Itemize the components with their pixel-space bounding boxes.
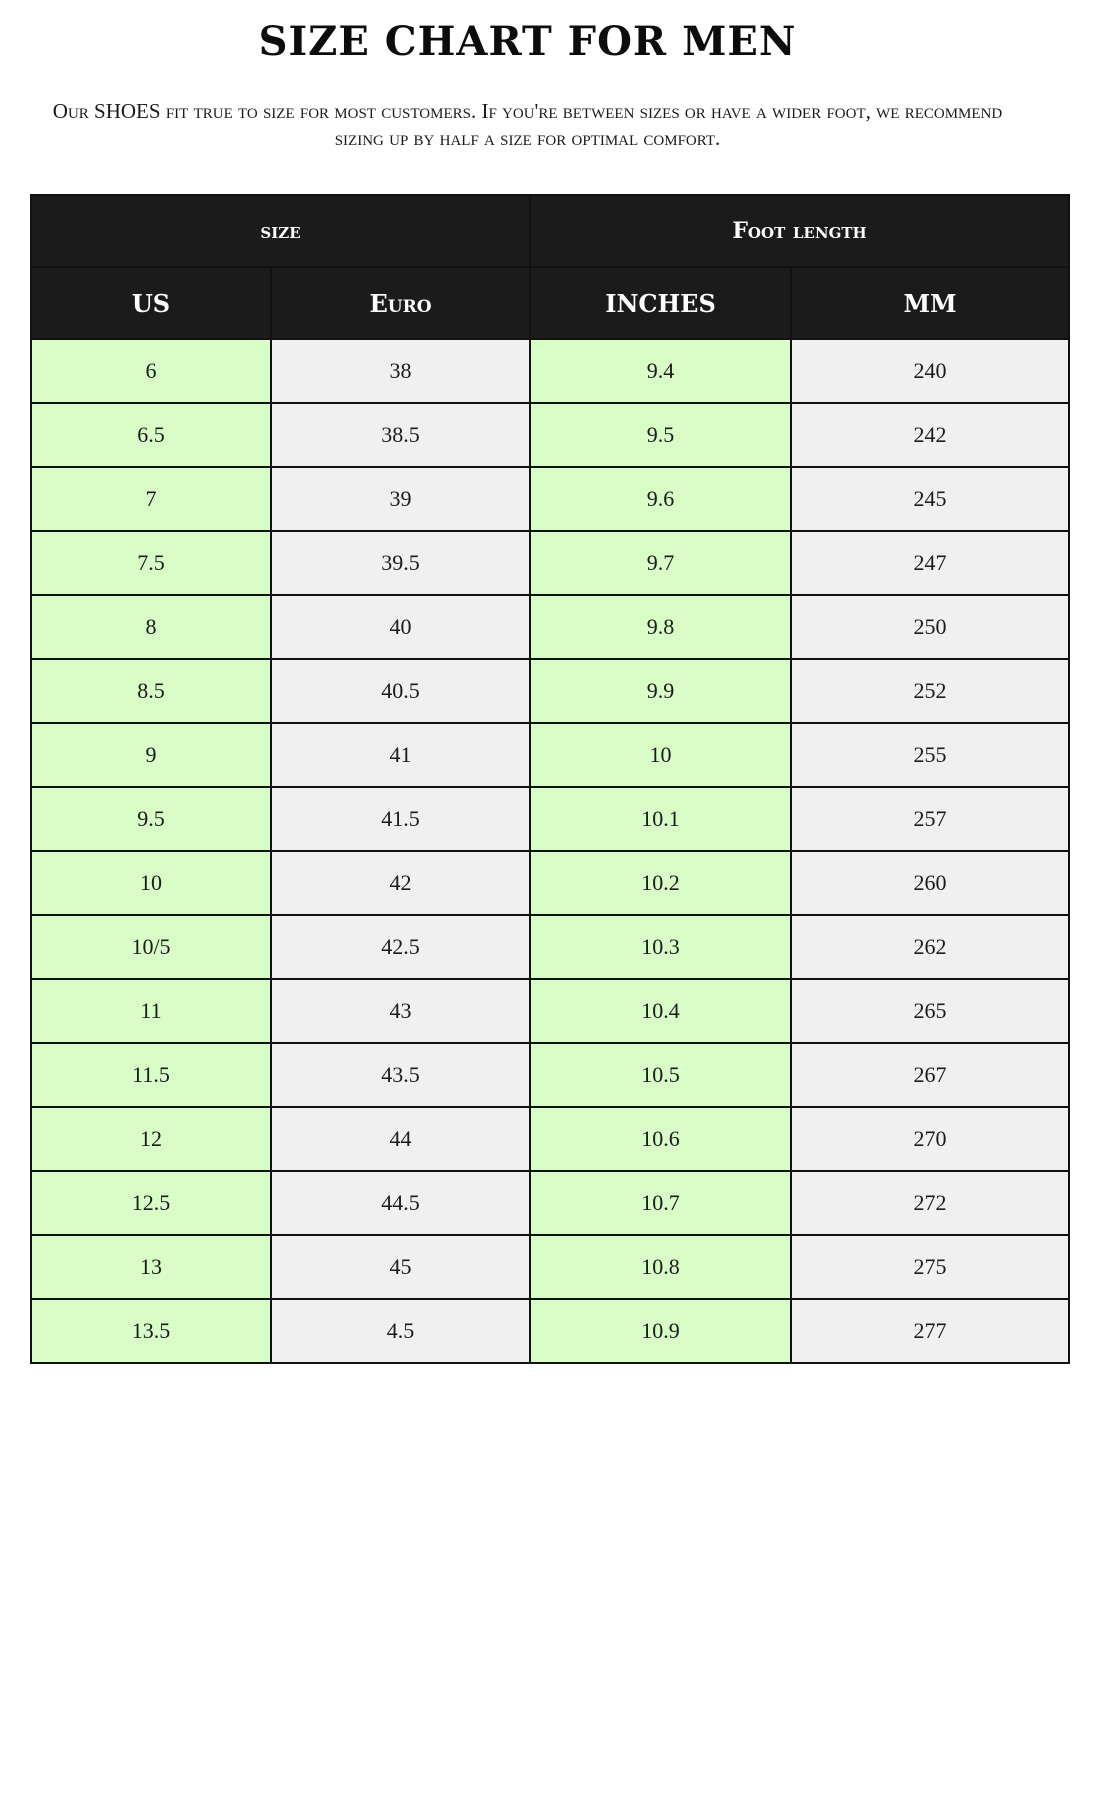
cell-euro: 43 bbox=[271, 979, 530, 1043]
cell-euro: 43.5 bbox=[271, 1043, 530, 1107]
cell-inches: 10.2 bbox=[530, 851, 791, 915]
cell-us: 11.5 bbox=[31, 1043, 271, 1107]
cell-us: 10/5 bbox=[31, 915, 271, 979]
cell-euro: 40.5 bbox=[271, 659, 530, 723]
cell-us: 6.5 bbox=[31, 403, 271, 467]
cell-us: 13.5 bbox=[31, 1299, 271, 1363]
cell-euro: 44.5 bbox=[271, 1171, 530, 1235]
cell-us: 13 bbox=[31, 1235, 271, 1299]
column-header-euro: Euro bbox=[271, 267, 530, 339]
table-row bbox=[31, 723, 1069, 787]
cell-inches: 9.8 bbox=[530, 595, 791, 659]
cell-euro: 42.5 bbox=[271, 915, 530, 979]
group-header-foot-length: Foot length bbox=[530, 195, 1069, 267]
cell-us: 9 bbox=[31, 723, 271, 787]
cell-us: 10 bbox=[31, 851, 271, 915]
cell-us: 12.5 bbox=[31, 1171, 271, 1235]
cell-mm: 260 bbox=[791, 851, 1069, 915]
cell-mm: 277 bbox=[791, 1299, 1069, 1363]
column-header-row bbox=[31, 267, 1069, 339]
cell-inches: 10.3 bbox=[530, 915, 791, 979]
cell-mm: 255 bbox=[791, 723, 1069, 787]
cell-us: 6 bbox=[31, 339, 271, 403]
cell-euro: 44 bbox=[271, 1107, 530, 1171]
cell-euro: 39 bbox=[271, 467, 530, 531]
cell-euro: 39.5 bbox=[271, 531, 530, 595]
table-row bbox=[31, 851, 1069, 915]
group-header-row bbox=[31, 195, 1069, 267]
table-row bbox=[31, 467, 1069, 531]
cell-mm: 275 bbox=[791, 1235, 1069, 1299]
cell-inches: 10.5 bbox=[530, 1043, 791, 1107]
table-row bbox=[31, 915, 1069, 979]
table-row bbox=[31, 659, 1069, 723]
table-row bbox=[31, 1235, 1069, 1299]
cell-us: 9.5 bbox=[31, 787, 271, 851]
table-row bbox=[31, 403, 1069, 467]
cell-euro: 45 bbox=[271, 1235, 530, 1299]
cell-inches: 9.5 bbox=[530, 403, 791, 467]
cell-inches: 10.1 bbox=[530, 787, 791, 851]
cell-us: 8 bbox=[31, 595, 271, 659]
cell-us: 8.5 bbox=[31, 659, 271, 723]
cell-inches: 9.9 bbox=[530, 659, 791, 723]
cell-us: 12 bbox=[31, 1107, 271, 1171]
cell-mm: 250 bbox=[791, 595, 1069, 659]
cell-mm: 240 bbox=[791, 339, 1069, 403]
cell-inches: 10.7 bbox=[530, 1171, 791, 1235]
cell-mm: 265 bbox=[791, 979, 1069, 1043]
cell-inches: 10.4 bbox=[530, 979, 791, 1043]
cell-euro: 42 bbox=[271, 851, 530, 915]
intro-text: Our SHOES fit true to size for most customers. If you're between sizes or have a wider foot, we recommend sizing up by half a size for optimal comfort. bbox=[52, 99, 1003, 150]
cell-inches: 10.9 bbox=[530, 1299, 791, 1363]
cell-inches: 9.7 bbox=[530, 531, 791, 595]
table-row bbox=[31, 1171, 1069, 1235]
cell-inches: 10.6 bbox=[530, 1107, 791, 1171]
cell-mm: 270 bbox=[791, 1107, 1069, 1171]
size-chart-table bbox=[30, 194, 1070, 1364]
cell-euro: 4.5 bbox=[271, 1299, 530, 1363]
cell-mm: 247 bbox=[791, 531, 1069, 595]
cell-euro: 41 bbox=[271, 723, 530, 787]
cell-mm: 252 bbox=[791, 659, 1069, 723]
cell-euro: 38 bbox=[271, 339, 530, 403]
table-row bbox=[31, 787, 1069, 851]
cell-mm: 242 bbox=[791, 403, 1069, 467]
table-row bbox=[31, 1043, 1069, 1107]
cell-mm: 272 bbox=[791, 1171, 1069, 1235]
cell-inches: 9.6 bbox=[530, 467, 791, 531]
table-row bbox=[31, 339, 1069, 403]
group-header-size: size bbox=[31, 195, 530, 267]
cell-inches: 10.8 bbox=[530, 1235, 791, 1299]
cell-us: 7.5 bbox=[31, 531, 271, 595]
cell-inches: 10 bbox=[530, 723, 791, 787]
cell-us: 11 bbox=[31, 979, 271, 1043]
column-header-mm: MM bbox=[791, 267, 1069, 339]
cell-mm: 262 bbox=[791, 915, 1069, 979]
column-header-inches: INCHES bbox=[530, 267, 791, 339]
table-row bbox=[31, 979, 1069, 1043]
cell-us: 7 bbox=[31, 467, 271, 531]
cell-mm: 257 bbox=[791, 787, 1069, 851]
cell-mm: 245 bbox=[791, 467, 1069, 531]
table-row bbox=[31, 531, 1069, 595]
column-header-us: US bbox=[31, 267, 271, 339]
page-title: SIZE CHART FOR MEN bbox=[258, 18, 797, 65]
table-row bbox=[31, 1299, 1069, 1363]
cell-euro: 38.5 bbox=[271, 403, 530, 467]
table-row bbox=[31, 1107, 1069, 1171]
cell-euro: 40 bbox=[271, 595, 530, 659]
cell-euro: 41.5 bbox=[271, 787, 530, 851]
table-row bbox=[31, 595, 1069, 659]
table-body bbox=[31, 339, 1069, 1363]
cell-mm: 267 bbox=[791, 1043, 1069, 1107]
cell-inches: 9.4 bbox=[530, 339, 791, 403]
